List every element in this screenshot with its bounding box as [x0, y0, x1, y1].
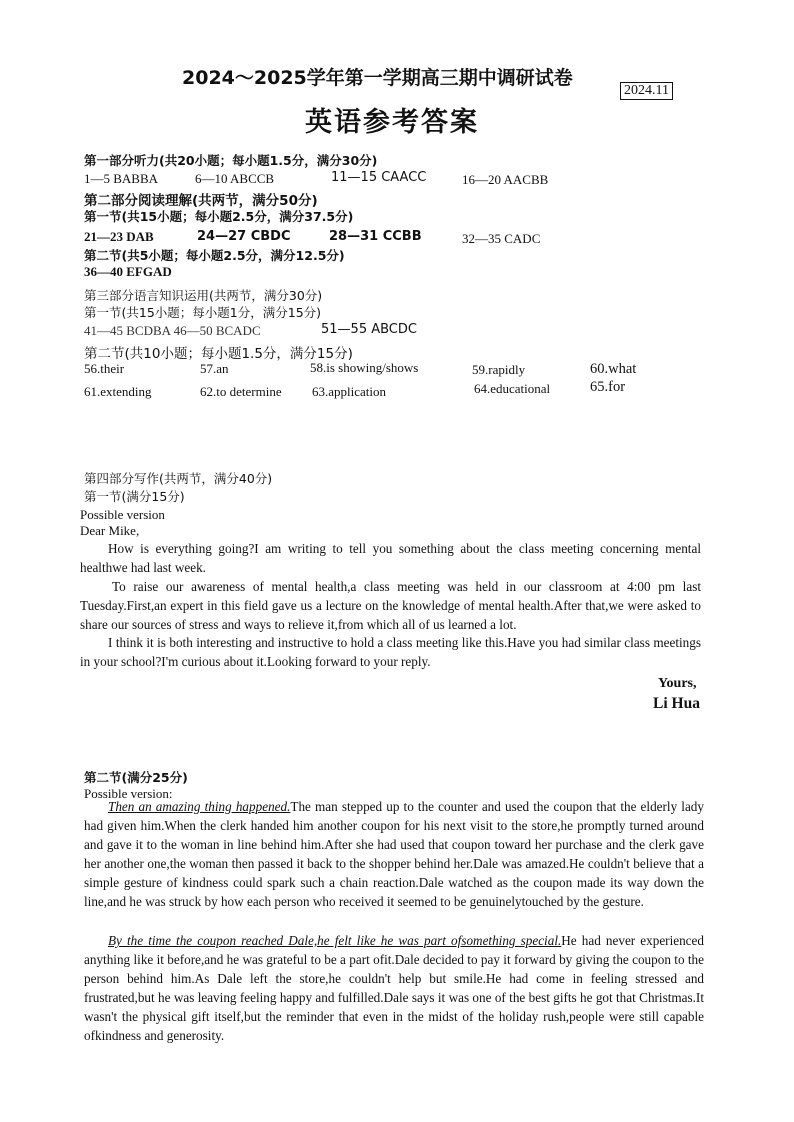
story-paragraph: [84, 931, 704, 1045]
answer-1-5: 1—5 BABBA: [84, 171, 159, 186]
story-paragraph-1-opening: Then an amazing thing happened.: [108, 799, 291, 814]
letter-paragraph-2-text: To raise our awareness of mental health,a class meeting was held in our classroom at 4:00 pm last Tuesday.First,an expert in this field gave us a lecture on the knowledge of mental health.After that,we were asked to share our sources of stress and ways to relieve it,from which all of us learned a lot.: [80, 579, 701, 632]
exam-title: 2024～2025学年第一学期高三期中调研试卷: [182, 67, 573, 89]
answer-64: 64.educational: [474, 381, 551, 396]
answer-63: 63.application: [312, 384, 387, 399]
answer-56: 56.their: [84, 361, 125, 376]
part1-heading: 第一部分听力(共20小题；每小题1.5分，满分30分): [84, 153, 378, 168]
part2-section2-heading: 第二节(共5小题；每小题2.5分，满分12.5分): [84, 248, 345, 263]
answer-59: 59.rapidly: [472, 362, 526, 377]
answer-60: 60.what: [590, 361, 637, 377]
letter-greeting: Dear Mike,: [80, 523, 140, 538]
letter-paragraph: [80, 633, 701, 671]
answer-28-31: 28—31 CCBB: [329, 229, 422, 244]
story-paragraph-1-text: The man stepped up to the counter and used the coupon that the elderly lady had given him.When the clerk handed him another coupon for his next visit to the store,he promptly turned around and gave it to the woman in line behind him.After she had used that coupon toward her purchase and the clerk gave her another one,the woman then passed it back to the shopper behind her.Dale was amazed.He couldn't believe that a simple gesture of kindness could spark such a chain reaction.Dale watched as the coupon made its way down the line,and he was struck by how each person who received it seemed to be genuinelytouched by the gesture.: [84, 799, 704, 909]
answer-32-35: 32—35 CADC: [462, 231, 541, 246]
answer-65: 65.for: [590, 379, 626, 395]
story-paragraph-2-text: He had never experienced anything like it before,and he was grateful to be a part ofit.Dale decided to pay it forward by giving the coupon to the person behind him.As Dale left the store,he couldn't help but smile.He had come in feeling stressed and frustrated,but he was leaving feeling happy and fulfilled.Dale says it was one of the best gifts he got that Christmas.It wasn't the physical gift itself,but the reminder that even in the midst of the holiday rush,people were still capable ofkindness and generosity.: [84, 933, 704, 1043]
exam-date-box: 2024.11: [620, 82, 673, 100]
letter-paragraph-3-text: I think it is both interesting and instructive to hold a class meeting like this.Have you had similar class meetings in your school?I'm curious about it.Looking forward to your reply.: [80, 635, 701, 669]
answer-11-15: 11—15 CAACC: [331, 170, 427, 185]
part3-heading: 第三部分语言知识运用(共两节，满分30分): [84, 288, 323, 303]
letter-paragraph: [80, 539, 701, 577]
possible-version-label-2: Possible version:: [84, 786, 173, 801]
answer-6-10: 6—10 ABCCB: [195, 171, 275, 186]
possible-version-label: Possible version: [80, 507, 165, 522]
answer-57: 57.an: [200, 361, 229, 376]
letter-paragraph-1-text: How is everything going?I am writing to tell you something about the class meeting concerning mental healthwe had last week.: [80, 541, 701, 575]
letter-signature: Li Hua: [653, 695, 700, 712]
answer-21-23: 21—23 DAB: [84, 229, 154, 244]
story-paragraph-2-opening: By the time the coupon reached Dale,he felt like he was part ofsomething special.: [108, 933, 562, 948]
part3-section2-heading: 第二节(共10小题；每小题1.5分，满分15分): [84, 346, 353, 362]
answer-62: 62.to determine: [200, 384, 282, 399]
answer-16-20: 16—20 AACBB: [462, 172, 549, 187]
letter-paragraph: [80, 577, 701, 634]
answer-41-50: 41—45 BCDBA 46—50 BCADC: [84, 323, 261, 338]
part3-section1-heading: 第一节(共15小题；每小题1分，满分15分): [84, 305, 322, 320]
part4-heading: 第四部分写作(共两节，满分40分): [84, 471, 273, 486]
answer-51-55: 51—55 ABCDC: [321, 322, 417, 337]
part2-section1-heading: 第一节(共15小题；每小题2.5分，满分37.5分): [84, 209, 354, 224]
answer-24-27: 24—27 CBDC: [197, 229, 291, 244]
answer-58: 58.is showing/shows: [310, 360, 419, 375]
document-subtitle: 英语参考答案: [305, 107, 479, 138]
story-paragraph: [84, 797, 704, 911]
answer-61: 61.extending: [84, 384, 152, 399]
answer-36-40: 36—40 EFGAD: [84, 264, 172, 279]
letter-closing: Yours,: [658, 676, 697, 691]
part4-section2-heading: 第二节(满分25分): [84, 770, 188, 785]
part2-heading: 第二部分阅读理解(共两节，满分50分): [84, 193, 318, 209]
part4-section1-heading: 第一节(满分15分): [84, 489, 185, 504]
